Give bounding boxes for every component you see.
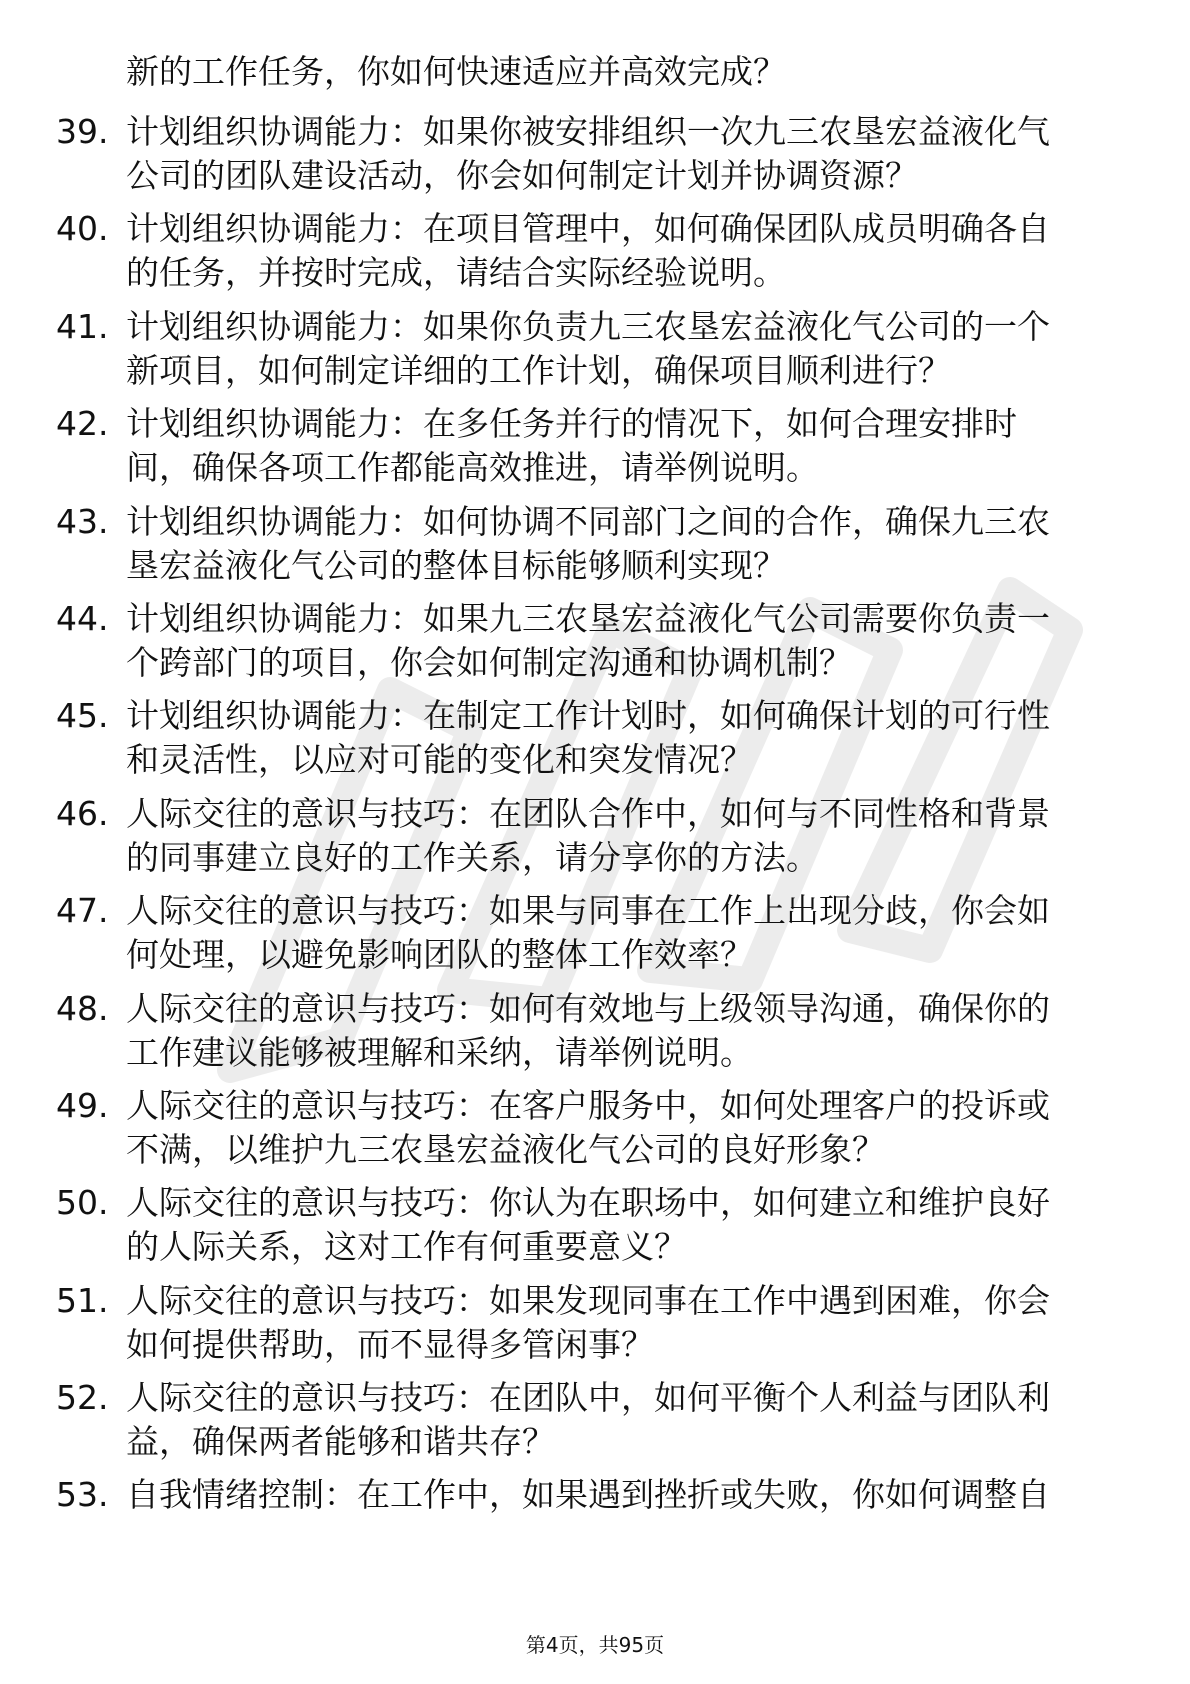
question-line-2: 益，确保两者能够和谐共存？	[126, 1422, 555, 1462]
question-number: 46.	[56, 793, 109, 833]
question-item	[0, 207, 1190, 295]
question-number: 50.	[56, 1183, 109, 1223]
question-line-1: 计划组织协调能力：如果九三农垦宏益液化气公司需要你负责一	[126, 598, 1050, 638]
page-footer: 第4页，共95页	[525, 1633, 665, 1657]
question-number: 48.	[56, 988, 109, 1028]
question-number: 41.	[56, 306, 109, 346]
question-line-2: 工作建议能够被理解和采纳，请举例说明。	[126, 1032, 753, 1072]
question-text	[126, 1279, 1116, 1367]
question-item	[0, 1473, 1190, 1561]
question-line-2: 和灵活性，以应对可能的变化和突发情况？	[126, 740, 753, 780]
question-line-1: 计划组织协调能力：在制定工作计划时，如何确保计划的可行性	[126, 696, 1050, 736]
question-line-2: 如何提供帮助，而不显得多管闲事？	[126, 1324, 654, 1364]
question-text	[126, 207, 1116, 295]
question-number: 44.	[56, 598, 109, 638]
question-item	[0, 1084, 1190, 1172]
continuation-line: 新的工作任务，你如何快速适应并高效完成？	[126, 52, 786, 91]
question-text	[126, 305, 1116, 393]
question-line-1: 自我情绪控制：在工作中，如果遇到挫折或失败，你如何调整自	[126, 1475, 1050, 1515]
question-number: 42.	[56, 404, 109, 444]
question-item	[0, 305, 1190, 393]
question-item	[0, 402, 1190, 490]
question-number: 45.	[56, 696, 109, 736]
question-list	[0, 110, 1190, 1571]
question-text	[126, 987, 1116, 1075]
question-number: 53.	[56, 1475, 109, 1515]
question-item	[0, 110, 1190, 198]
question-line-1: 人际交往的意识与技巧：在团队中，如何平衡个人利益与团队利	[126, 1378, 1050, 1418]
question-text	[126, 1181, 1116, 1269]
question-item	[0, 597, 1190, 685]
question-item	[0, 1376, 1190, 1464]
question-text	[126, 597, 1116, 685]
question-line-2: 的任务，并按时完成，请结合实际经验说明。	[126, 253, 786, 293]
question-text	[126, 110, 1116, 198]
question-text	[126, 500, 1116, 588]
question-line-1: 计划组织协调能力：如果你被安排组织一次九三农垦宏益液化气	[126, 112, 1050, 151]
question-line-1: 人际交往的意识与技巧：如果与同事在工作上出现分歧，你会如	[126, 891, 1050, 931]
question-line-2: 何处理，以避免影响团队的整体工作效率？	[126, 935, 753, 975]
question-number: 39.	[56, 112, 109, 151]
question-number: 51.	[56, 1280, 109, 1320]
question-line-1: 人际交往的意识与技巧：如何有效地与上级领导沟通，确保你的	[126, 988, 1050, 1028]
question-item	[0, 792, 1190, 880]
question-text	[126, 1084, 1116, 1172]
question-line-2: 个跨部门的项目，你会如何制定沟通和协调机制？	[126, 642, 852, 682]
question-line-1: 人际交往的意识与技巧：如果发现同事在工作中遇到困难，你会	[126, 1280, 1050, 1320]
question-line-1: 计划组织协调能力：在项目管理中，如何确保团队成员明确各自	[126, 209, 1050, 249]
question-line-2: 垦宏益液化气公司的整体目标能够顺利实现？	[126, 545, 786, 585]
question-text	[126, 1473, 1116, 1517]
question-line-2: 新项目，如何制定详细的工作计划，确保项目顺利进行？	[126, 350, 951, 390]
question-line-1: 计划组织协调能力：在多任务并行的情况下，如何合理安排时	[126, 404, 1017, 444]
question-line-2: 不满，以维护九三农垦宏益液化气公司的良好形象？	[126, 1129, 885, 1169]
question-text	[126, 1376, 1116, 1464]
question-line-2: 公司的团队建设活动，你会如何制定计划并协调资源？	[126, 156, 918, 195]
question-number: 49.	[56, 1085, 109, 1125]
question-number: 47.	[56, 891, 109, 931]
question-item	[0, 694, 1190, 782]
question-item	[0, 1181, 1190, 1269]
question-text	[126, 694, 1116, 782]
question-item	[0, 889, 1190, 977]
question-line-2: 的人际关系，这对工作有何重要意义？	[126, 1227, 687, 1267]
question-item	[0, 500, 1190, 588]
question-text	[126, 402, 1116, 490]
question-line-1: 计划组织协调能力：如果你负责九三农垦宏益液化气公司的一个	[126, 306, 1050, 346]
question-item	[0, 987, 1190, 1075]
question-line-1: 人际交往的意识与技巧：在团队合作中，如何与不同性格和背景	[126, 793, 1050, 833]
question-text	[126, 792, 1116, 880]
question-line-1: 人际交往的意识与技巧：在客户服务中，如何处理客户的投诉或	[126, 1085, 1050, 1125]
question-line-1: 人际交往的意识与技巧：你认为在职场中，如何建立和维护良好	[126, 1183, 1050, 1223]
question-number: 52.	[56, 1378, 109, 1418]
question-number: 43.	[56, 501, 109, 541]
question-line-1: 计划组织协调能力：如何协调不同部门之间的合作，确保九三农	[126, 501, 1050, 541]
question-line-2: 的同事建立良好的工作关系，请分享你的方法。	[126, 837, 819, 877]
question-text	[126, 889, 1116, 977]
question-number: 40.	[56, 209, 109, 249]
question-item	[0, 1279, 1190, 1367]
question-line-2: 间，确保各项工作都能高效推进，请举例说明。	[126, 448, 819, 488]
